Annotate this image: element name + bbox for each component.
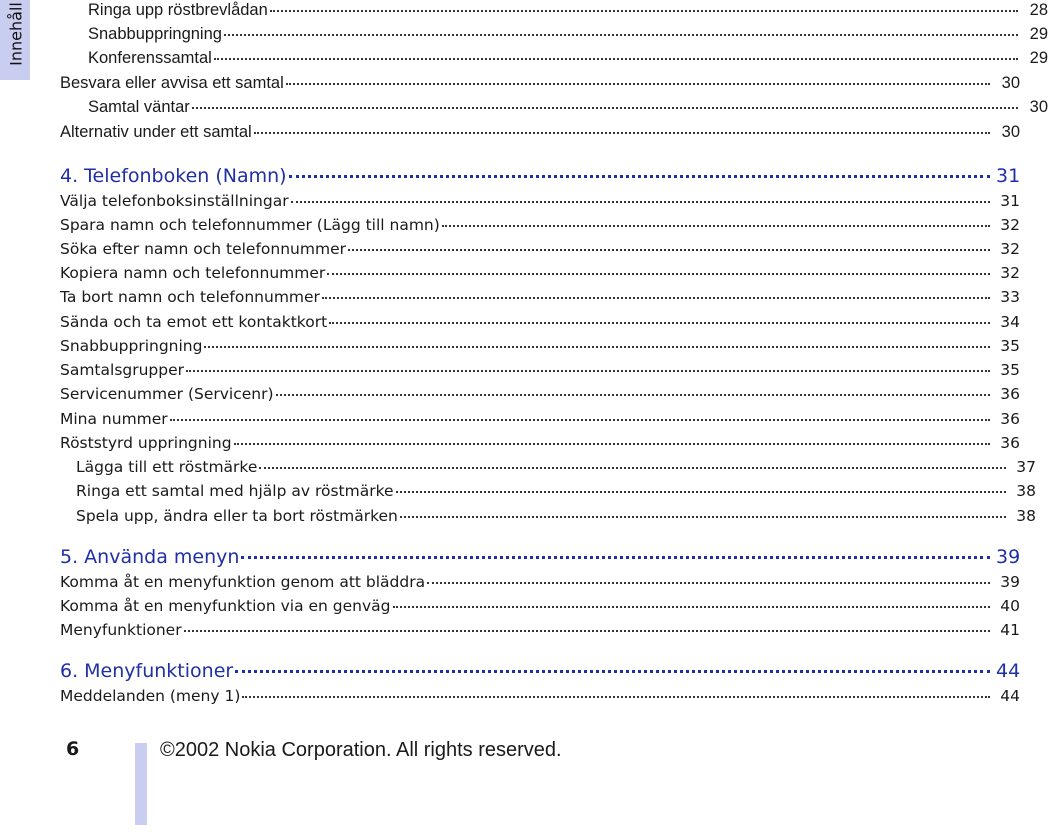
toc-leader-dots: [329, 322, 990, 324]
toc-chapter-title: 4. Telefonboken (Namn): [60, 165, 287, 187]
toc-leader-dots: [276, 394, 990, 396]
toc-entry-title: Komma åt en menyfunktion via en genväg: [60, 597, 391, 615]
toc-leader-dots: [442, 225, 990, 227]
toc-entry-page: 28: [1029, 1, 1048, 19]
toc-entry-title: Snabbuppringning: [88, 25, 222, 43]
toc-chapter-title: 5. Använda menyn: [60, 546, 240, 568]
toc-entry-title: Sända och ta emot ett kontaktkort: [60, 313, 328, 331]
toc-entry[interactable]: [0, 337, 1020, 361]
toc-entry-page: 31: [1000, 192, 1020, 210]
toc-chapter-page: 44: [996, 660, 1021, 682]
toc-entry-page: 29: [1029, 49, 1048, 67]
side-tab-label: Innehåll: [6, 2, 26, 66]
toc-leader-dots: [348, 249, 990, 251]
toc-entry[interactable]: [0, 458, 1036, 482]
toc-entry[interactable]: [0, 434, 1020, 458]
toc-entry-page: 41: [1000, 621, 1020, 639]
toc-leader-dots: [186, 370, 990, 372]
toc-entry-page: 38: [1016, 507, 1036, 525]
toc-entry-title: Konferenssamtal: [88, 49, 212, 67]
toc-entry-page: 30: [1001, 74, 1020, 92]
toc-entry-title: Snabbuppringning: [60, 337, 203, 355]
toc-entry[interactable]: [0, 313, 1020, 337]
toc-leader-dots: [214, 58, 1018, 60]
toc-entry-page: 39: [1000, 573, 1020, 591]
toc-entry-title: Röststyrd uppringning: [60, 434, 232, 452]
toc-entry[interactable]: [0, 687, 1020, 711]
toc-entry-page: 38: [1016, 482, 1036, 500]
toc-entry-title: Besvara eller avvisa ett samtal: [60, 74, 284, 92]
toc-entry-title: Menyfunktioner: [60, 621, 182, 639]
toc-entry[interactable]: [0, 74, 1020, 98]
toc-entry[interactable]: [0, 573, 1020, 597]
toc-leader-dots: [241, 556, 990, 559]
toc-entry-page: 37: [1016, 458, 1036, 476]
toc-entry[interactable]: [0, 1, 1048, 25]
toc-entry-title: Samtalsgrupper: [60, 361, 185, 379]
toc-entry-title: Lägga till ett röstmärke: [76, 458, 258, 476]
toc-entry-page: 32: [1000, 240, 1020, 258]
toc-entry-title: Mina nummer: [60, 410, 168, 428]
toc-entry[interactable]: [0, 98, 1048, 122]
toc-entry[interactable]: [0, 192, 1020, 216]
toc-leader-dots: [234, 443, 990, 445]
toc-entry-page: 30: [1029, 98, 1048, 116]
toc-entry[interactable]: [0, 240, 1020, 264]
toc-chapter-title: 6. Menyfunktioner: [60, 660, 234, 682]
footer-accent-bar: [135, 743, 147, 825]
toc-leader-dots: [254, 132, 990, 134]
toc-leader-dots: [393, 606, 990, 608]
toc-entry[interactable]: [0, 385, 1020, 409]
toc-entry-title: Ringa upp röstbrevlådan: [88, 1, 268, 19]
toc-entry-page: 29: [1029, 25, 1048, 43]
toc-entry-page: 35: [1000, 337, 1020, 355]
toc-leader-dots: [270, 10, 1018, 12]
toc-chapter-page: 39: [996, 546, 1021, 568]
toc-entry-title: Kopiera namn och telefonnummer: [60, 264, 326, 282]
toc-entry[interactable]: [0, 507, 1036, 531]
toc-entry[interactable]: [0, 216, 1020, 240]
toc-leader-dots: [286, 83, 990, 85]
toc-entry[interactable]: [0, 597, 1020, 621]
toc-leader-dots: [396, 491, 1006, 493]
toc-entry-page: 34: [1000, 313, 1020, 331]
toc-entry-page: 33: [1000, 288, 1020, 306]
toc-entry[interactable]: [0, 49, 1048, 73]
toc-leader-dots: [204, 346, 990, 348]
toc-leader-dots: [427, 582, 990, 584]
toc-entry-page: 30: [1001, 123, 1020, 141]
toc-entry-page: 40: [1000, 597, 1020, 615]
toc-entry-page: 32: [1000, 264, 1020, 282]
toc-leader-dots: [224, 34, 1018, 36]
toc-leader-dots: [192, 107, 1018, 109]
toc-entry-page: 35: [1000, 361, 1020, 379]
toc-chapter-heading[interactable]: [0, 165, 1020, 189]
toc-leader-dots: [184, 630, 990, 632]
toc-leader-dots: [322, 297, 990, 299]
toc-entry-title: Alternativ under ett samtal: [60, 123, 252, 141]
toc-entry-title: Samtal väntar: [88, 98, 190, 116]
toc-entry-title: Söka efter namn och telefonnummer: [60, 240, 346, 258]
toc-entry[interactable]: [0, 410, 1020, 434]
toc-entry-page: 36: [1000, 385, 1020, 403]
toc-entry-page: 32: [1000, 216, 1020, 234]
toc-entry-page: 36: [1000, 434, 1020, 452]
toc-leader-dots: [289, 175, 990, 178]
toc-entry-title: Spela upp, ändra eller ta bort röstmärken: [76, 507, 398, 525]
toc-entry[interactable]: [0, 123, 1020, 147]
toc-leader-dots: [327, 273, 990, 275]
toc-chapter-heading[interactable]: [0, 546, 1020, 570]
toc-entry-title: Meddelanden (meny 1): [60, 687, 241, 705]
toc-entry-title: Komma åt en menyfunktion genom att bläddra: [60, 573, 426, 591]
toc-entry[interactable]: [0, 361, 1020, 385]
toc-leader-dots: [291, 201, 990, 203]
toc-entry[interactable]: [0, 25, 1048, 49]
toc-chapter-page: 31: [996, 165, 1021, 187]
toc-entry-page: 44: [1000, 687, 1020, 705]
toc-entry[interactable]: [0, 288, 1020, 312]
toc-entry[interactable]: [0, 264, 1020, 288]
toc-leader-dots: [259, 467, 1006, 469]
toc-entry-title: Välja telefonboksinställningar: [60, 192, 289, 210]
toc-entry[interactable]: [0, 621, 1020, 645]
toc-leader-dots: [242, 696, 990, 698]
toc-leader-dots: [400, 516, 1006, 518]
toc-entry[interactable]: [0, 482, 1036, 506]
toc-leader-dots: [170, 419, 990, 421]
toc-entry-title: Servicenummer (Servicenr): [60, 385, 274, 403]
toc-entry-title: Ringa ett samtal med hjälp av röstmärke: [76, 482, 394, 500]
page-number: 6: [66, 738, 80, 760]
toc-leader-dots: [235, 670, 990, 673]
copyright-notice: ©2002 Nokia Corporation. All rights reserved.: [160, 739, 562, 761]
toc-entry-page: 36: [1000, 410, 1020, 428]
toc-chapter-heading[interactable]: [0, 660, 1020, 684]
toc-entry-title: Ta bort namn och telefonnummer: [60, 288, 320, 306]
toc-entry-title: Spara namn och telefonnummer (Lägg till namn): [60, 216, 440, 234]
